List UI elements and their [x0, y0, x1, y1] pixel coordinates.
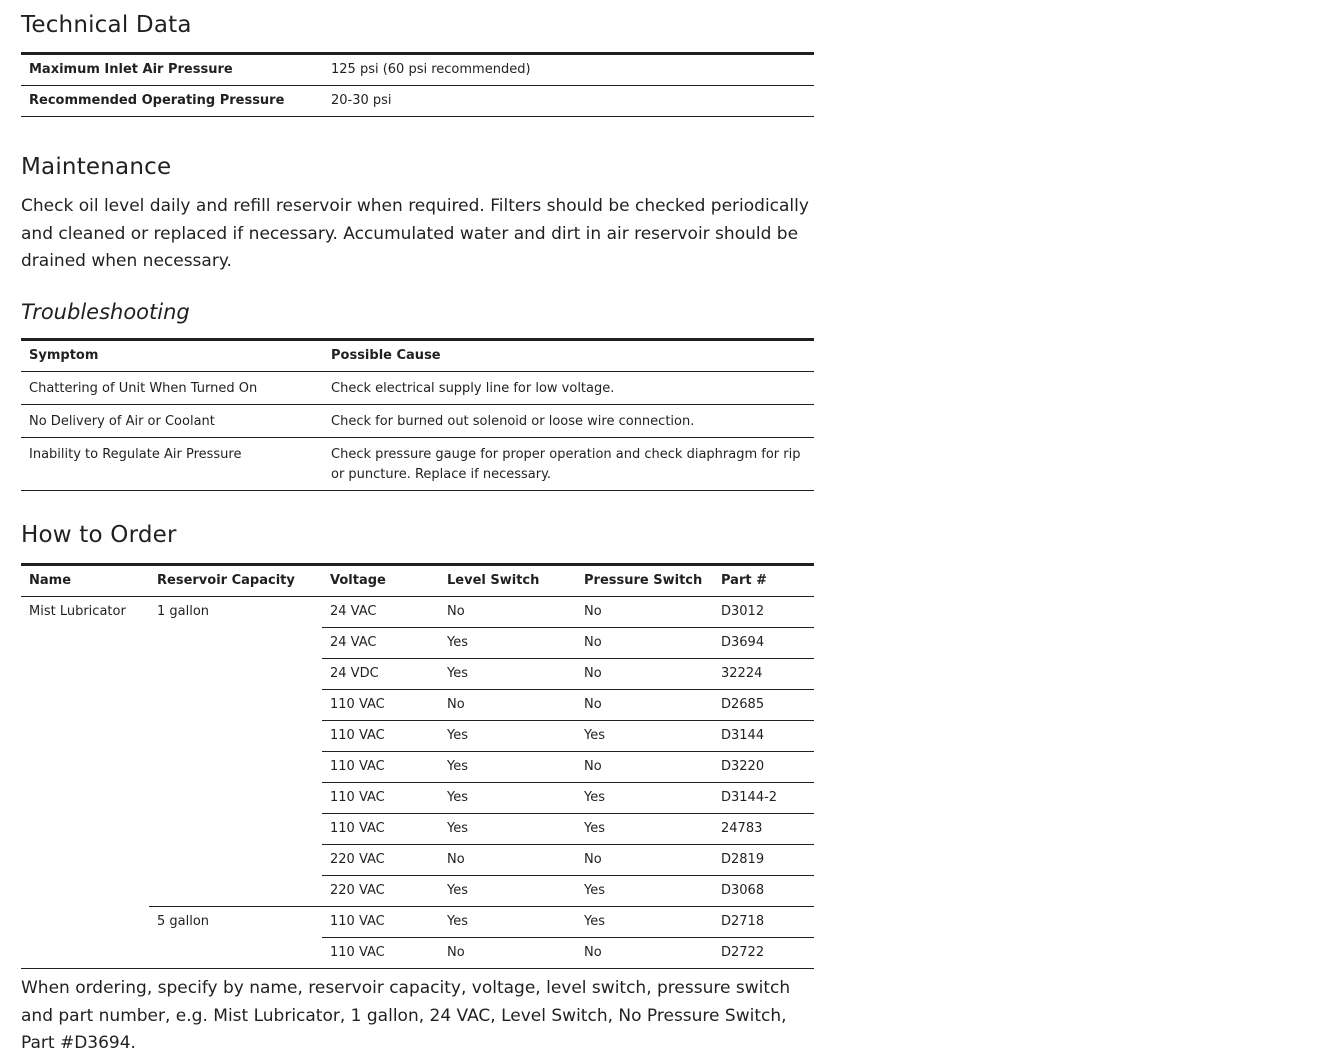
pressure-switch-cell: No [576, 845, 713, 876]
maintenance-heading: Maintenance [21, 154, 172, 180]
column-header: Reservoir Capacity [149, 565, 322, 597]
table-row [21, 405, 814, 438]
symptom-cell: Inability to Regulate Air Pressure [21, 438, 323, 491]
table-row [21, 438, 814, 491]
level-switch-cell: Yes [439, 659, 576, 690]
voltage-cell: 220 VAC [322, 876, 439, 907]
name-cell [21, 721, 149, 752]
pressure-switch-cell: Yes [576, 907, 713, 938]
capacity-cell [149, 690, 322, 721]
voltage-cell: 110 VAC [322, 938, 439, 969]
maintenance-text: Check oil level daily and refill reservoir when required. Filters should be checked periodically and cleaned or replaced if necessary. Accumulated water and dirt in air reservoir should be drained when necessary. [21, 196, 809, 271]
capacity-cell: 5 gallon [149, 907, 322, 938]
part-number-cell: D3144-2 [713, 783, 814, 814]
column-header: Part # [713, 565, 814, 597]
name-cell [21, 938, 149, 969]
part-number-cell: D3068 [713, 876, 814, 907]
level-switch-cell: Yes [439, 628, 576, 659]
level-switch-cell: No [439, 938, 576, 969]
table-row [21, 721, 814, 752]
voltage-cell: 110 VAC [322, 690, 439, 721]
table-row [21, 876, 814, 907]
table-row [21, 752, 814, 783]
table-row [21, 690, 814, 721]
how-to-order-heading: How to Order [21, 522, 177, 548]
name-cell [21, 690, 149, 721]
level-switch-cell: Yes [439, 814, 576, 845]
column-header: Name [21, 565, 149, 597]
column-header: Possible Cause [323, 340, 814, 372]
part-number-cell: D3220 [713, 752, 814, 783]
technical-data-heading: Technical Data [21, 12, 192, 38]
voltage-cell: 110 VAC [322, 783, 439, 814]
column-header: Level Switch [439, 565, 576, 597]
capacity-cell [149, 845, 322, 876]
table-row [21, 86, 814, 117]
tech-value: 125 psi (60 psi recommended) [323, 54, 814, 86]
name-cell [21, 783, 149, 814]
table-row [21, 938, 814, 969]
capacity-cell [149, 659, 322, 690]
order-table [21, 563, 814, 969]
capacity-cell [149, 721, 322, 752]
column-header: Pressure Switch [576, 565, 713, 597]
tech-label: Recommended Operating Pressure [21, 86, 323, 117]
capacity-cell [149, 783, 322, 814]
symptom-cell: Chattering of Unit When Turned On [21, 372, 323, 405]
voltage-cell: 24 VAC [322, 628, 439, 659]
table-row [21, 54, 814, 86]
tech-value: 20-30 psi [323, 86, 814, 117]
capacity-cell [149, 876, 322, 907]
level-switch-cell: Yes [439, 783, 576, 814]
part-number-cell: D3144 [713, 721, 814, 752]
name-cell [21, 845, 149, 876]
part-number-cell: 24783 [713, 814, 814, 845]
pressure-switch-cell: No [576, 628, 713, 659]
pressure-switch-cell: No [576, 938, 713, 969]
troubleshooting-table [21, 338, 814, 491]
level-switch-cell: Yes [439, 752, 576, 783]
voltage-cell: 110 VAC [322, 752, 439, 783]
pressure-switch-cell: No [576, 690, 713, 721]
voltage-cell: 110 VAC [322, 814, 439, 845]
column-header: Voltage [322, 565, 439, 597]
part-number-cell: D2685 [713, 690, 814, 721]
part-number-cell: D2718 [713, 907, 814, 938]
name-cell: Mist Lubricator [29, 604, 126, 619]
table-row [21, 597, 814, 628]
capacity-cell: 1 gallon [157, 604, 210, 619]
column-header: Symptom [21, 340, 323, 372]
name-cell [21, 659, 149, 690]
voltage-cell: 220 VAC [322, 845, 439, 876]
pressure-switch-cell: Yes [576, 876, 713, 907]
pressure-switch-cell: Yes [576, 783, 713, 814]
table-row [21, 372, 814, 405]
level-switch-cell: Yes [439, 876, 576, 907]
level-switch-cell: No [439, 690, 576, 721]
level-switch-cell: No [439, 845, 576, 876]
table-header-row [21, 565, 814, 597]
name-cell [21, 876, 149, 907]
pressure-switch-cell: Yes [576, 814, 713, 845]
capacity-cell [149, 752, 322, 783]
voltage-cell: 110 VAC [322, 907, 439, 938]
part-number-cell: D2819 [713, 845, 814, 876]
level-switch-cell: Yes [439, 721, 576, 752]
symptom-cell: No Delivery of Air or Coolant [21, 405, 323, 438]
name-cell [21, 907, 149, 938]
tech-label: Maximum Inlet Air Pressure [21, 54, 323, 86]
table-row [21, 783, 814, 814]
technical-data-table [21, 52, 814, 117]
part-number-cell: D3694 [713, 628, 814, 659]
order-note: When ordering, specify by name, reservoir capacity, voltage, level switch, pressure switch and part number, e.g. Mist Lubricator, 1 gallon, 24 VAC, Level Switch, No Pressure Switch, Part #D3694. [21, 978, 791, 1053]
troubleshooting-heading: Troubleshooting [21, 300, 190, 324]
part-number-cell: D3012 [713, 597, 814, 628]
level-switch-cell: Yes [439, 907, 576, 938]
pressure-switch-cell: No [576, 752, 713, 783]
capacity-cell [149, 814, 322, 845]
cause-cell: Check pressure gauge for proper operation and check diaphragm for rip or puncture. Replace if necessary. [323, 438, 814, 491]
voltage-cell: 24 VAC [322, 597, 439, 628]
name-cell [21, 814, 149, 845]
table-row [21, 907, 814, 938]
table-header-row [21, 340, 814, 372]
part-number-cell: D2722 [713, 938, 814, 969]
part-number-cell: 32224 [713, 659, 814, 690]
table-row [21, 845, 814, 876]
cause-cell: Check for burned out solenoid or loose wire connection. [323, 405, 814, 438]
pressure-switch-cell: No [576, 659, 713, 690]
voltage-cell: 24 VDC [322, 659, 439, 690]
level-switch-cell: No [439, 597, 576, 628]
cause-cell: Check electrical supply line for low voltage. [323, 372, 814, 405]
pressure-switch-cell: Yes [576, 721, 713, 752]
table-row [21, 628, 814, 659]
name-cell [21, 628, 149, 659]
voltage-cell: 110 VAC [322, 721, 439, 752]
table-row [21, 659, 814, 690]
capacity-cell [149, 938, 322, 969]
capacity-cell [149, 628, 322, 659]
name-cell [21, 752, 149, 783]
pressure-switch-cell: No [576, 597, 713, 628]
table-row [21, 814, 814, 845]
